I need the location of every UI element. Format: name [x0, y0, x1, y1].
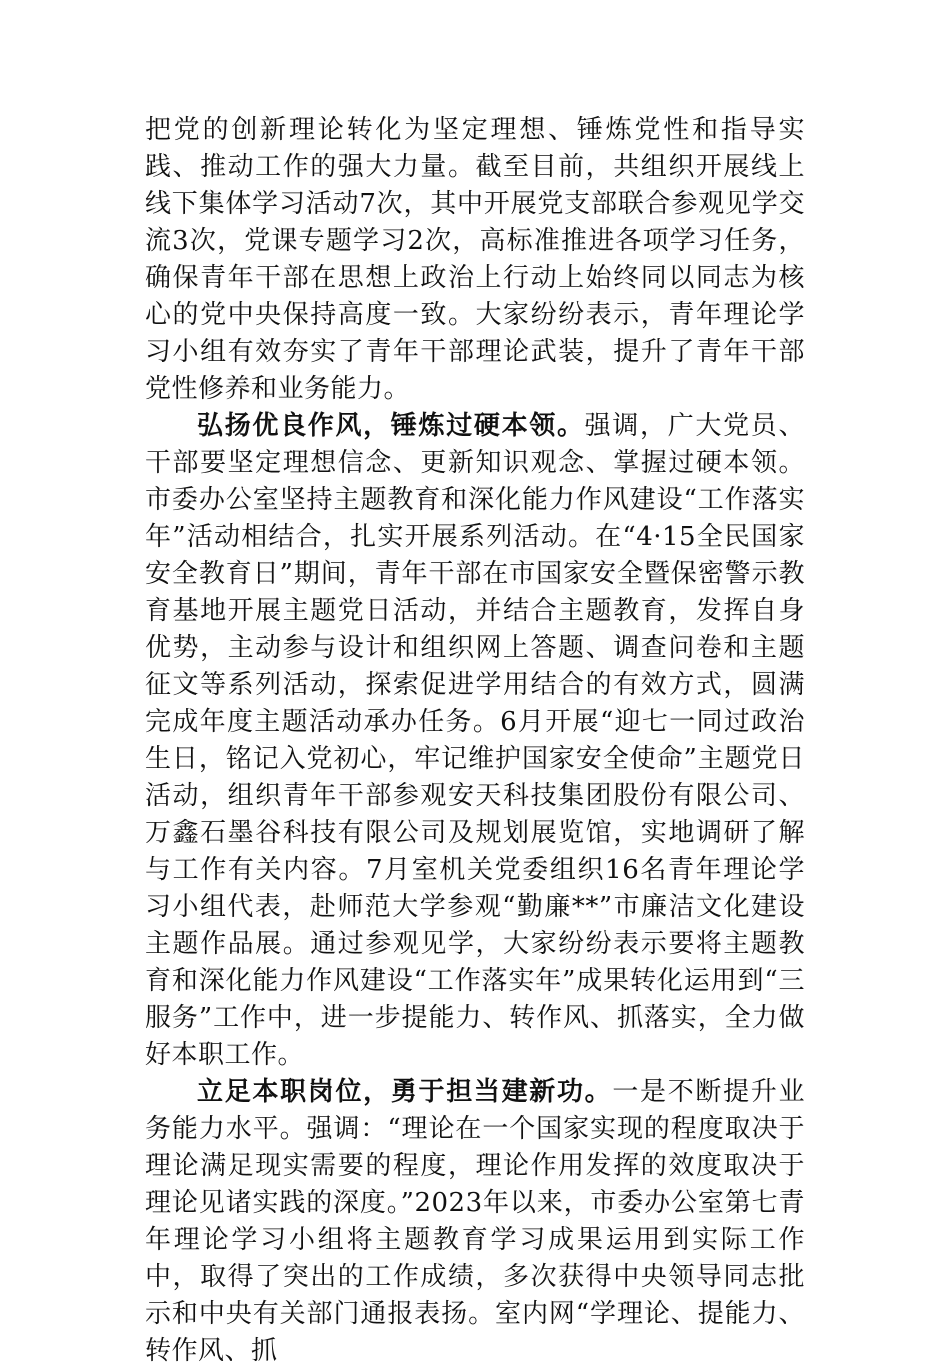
paragraph-2 — [145, 408, 805, 1074]
paragraph-2-body: 强调，广大党员、干部要坚定理想信念、更新知识观念、掌握过硬本领。市委办公室坚持主题教育和深化能力作风建设“工作落实年”活动相结合，扎实开展系列活动。在“4·15全民国家安全教育日”期间，青年干部在市国家安全暨保密警示教育基地开展主题党日活动，并结合主题教育，发挥自身优势，主动参与设计和组织网上答题、调查问卷和主题征文等系列活动，探索促进学用结合的有效方式，圆满完成年度主题活动承办任务。6月开展“迎七一同过政治生日，铭记入党初心，牢记维护国家安全使命”主题党日活动，组织青年干部参观安天科技集团股份有限公司、万鑫石墨谷科技有限公司及规划展览馆，实地调研了解与工作有关内容。7月室机关党委组织16名青年理论学习小组代表，赴师范大学参观“勤廉**”市廉洁文化建设主题作品展。通过参观见学，大家纷纷表示要将主题教育和深化能力作风建设“工作落实年”成果转化运用到“三服务”工作中，进一步提能力、转作风、抓落实，全力做好本职工作。 — [145, 411, 805, 1070]
paragraph-3-body: 一是不断提升业务能力水平。强调：“理论在一个国家实现的程度取决于理论满足现实需要的程度，理论作用发挥的效度取决于理论见诸实践的深度。”2023年以来，市委办公室第七青年理论学习小组将主题教育学习成果运用到实际工作中，取得了突出的工作成绩，多次获得中央领导同志批示和中央有关部门通报表扬。室内网“学理论、提能力、转作风、抓 — [145, 1077, 805, 1366]
paragraph-3 — [145, 1074, 805, 1370]
paragraph-1-body: 把党的创新理论转化为坚定理想、锤炼党性和指导实践、推动工作的强大力量。截至目前，共组织开展线上线下集体学习活动7次，其中开展党支部联合参观见学交流3次，党课专题学习2次，高标准推进各项学习任务，确保青年干部在思想上政治上行动上始终同以同志为核心的党中央保持高度一致。大家纷纷表示，青年理论学习小组有效夯实了青年干部理论武装，提升了青年干部党性修养和业务能力。 — [145, 115, 805, 404]
document-page — [145, 112, 805, 1370]
paragraph-1 — [145, 112, 805, 408]
paragraph-3-lead: 立足本职岗位，勇于担当建新功。 — [197, 1077, 613, 1107]
paragraph-2-lead: 弘扬优良作风，锤炼过硬本领。 — [197, 411, 585, 441]
